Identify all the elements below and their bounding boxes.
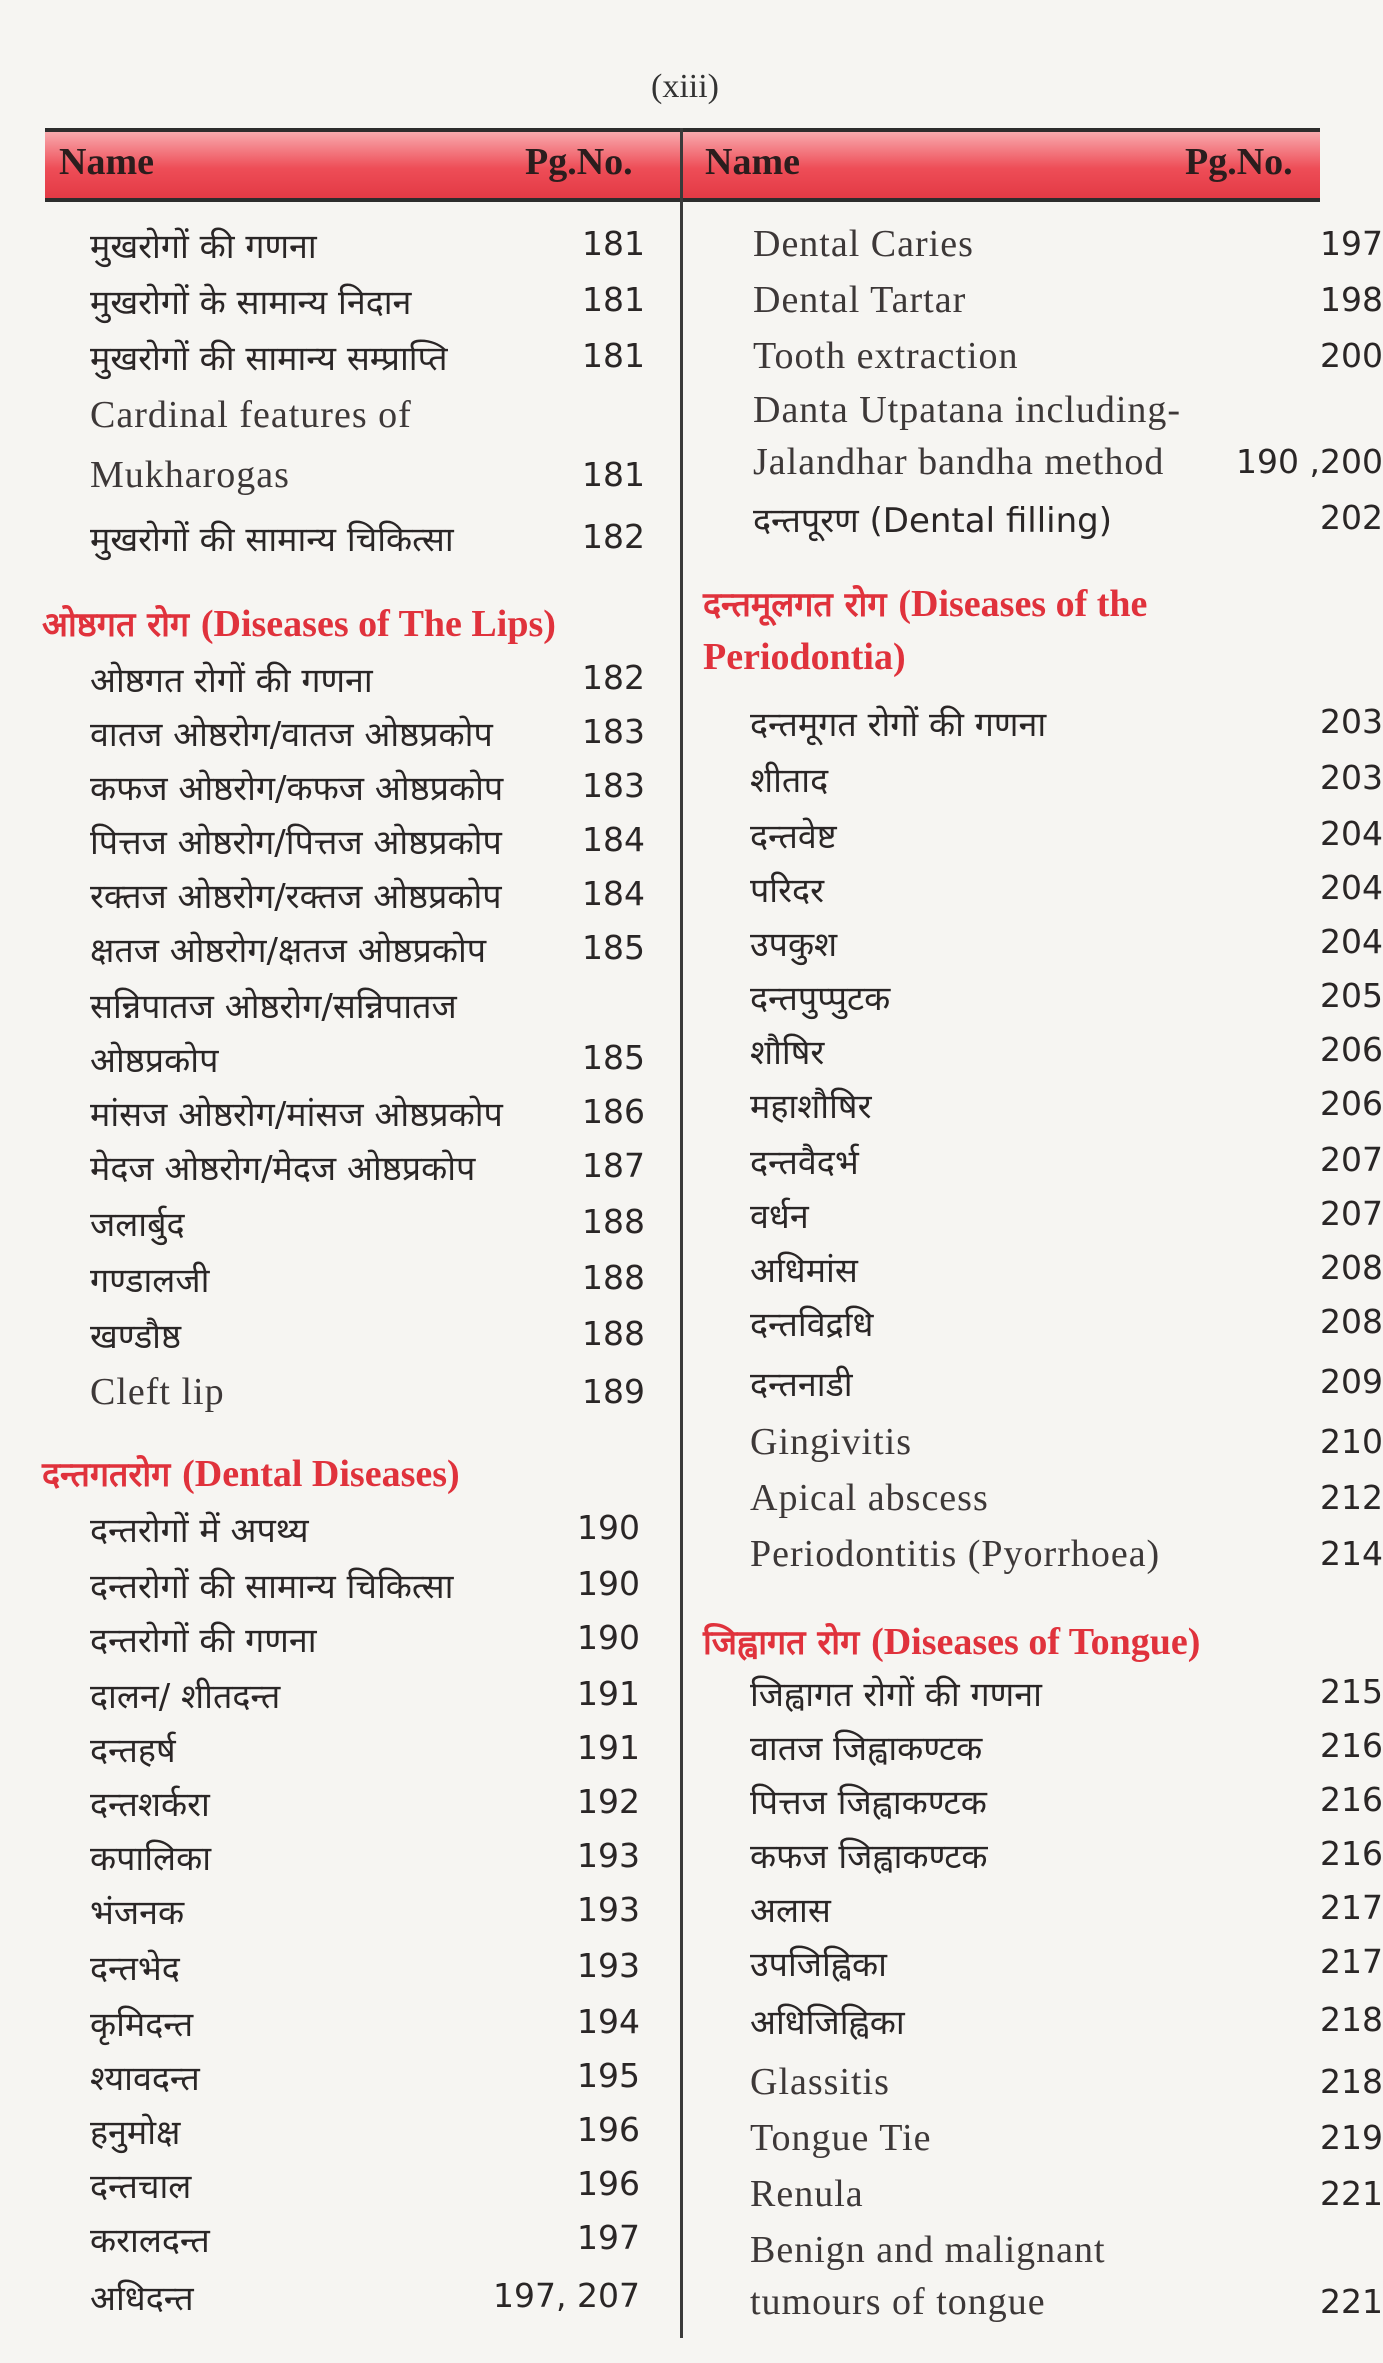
section-heading-tongue <box>703 1618 1200 1664</box>
entry-title: Mukharogas <box>90 454 290 496</box>
entry-title: Cardinal features of <box>90 394 412 436</box>
entry-page: 195 <box>577 2056 640 2095</box>
entry-page: 203 <box>1320 758 1383 797</box>
entry-title: दन्तपुप्पुटक <box>750 979 891 1019</box>
toc-entry <box>90 1506 640 1558</box>
entry-page: 188 <box>582 1258 645 1297</box>
entry-title: मुखरोगों के सामान्य निदान <box>90 283 412 323</box>
entry-title: वातज जिह्वाकण्टक <box>750 1729 983 1769</box>
toc-entry <box>750 1532 1383 1584</box>
entry-title: गण्डालजी <box>90 1261 210 1301</box>
header-name-left: Name <box>59 141 154 183</box>
entry-page: 214 <box>1320 1534 1383 1573</box>
entry-page: 212 <box>1320 1478 1383 1517</box>
page-number: (xiii) <box>651 68 719 105</box>
toc-entry <box>90 1726 640 1778</box>
toc-entry <box>90 515 645 567</box>
entry-page: 198 <box>1320 280 1383 319</box>
entry-page: 193 <box>577 1836 640 1875</box>
entry-page: 182 <box>582 658 645 697</box>
toc-entry <box>90 2274 640 2326</box>
toc-entry <box>90 1944 640 1996</box>
entry-page: 184 <box>582 874 645 913</box>
toc-entry <box>90 2216 640 2268</box>
toc-entry <box>750 2228 1383 2280</box>
entry-title: शीताद <box>750 761 829 801</box>
entry-title: भंजनक <box>90 1893 185 1933</box>
entry-title: हनुमोक्ष <box>90 2113 181 2153</box>
entry-page: 204 <box>1320 814 1383 853</box>
toc-entry <box>90 1036 645 1088</box>
entry-title: दन्तपूरण (Dental filling) <box>753 501 1112 541</box>
entry-title: Cleft lip <box>90 1371 225 1413</box>
toc-entry <box>90 764 645 816</box>
section-heading-periodontia-continued: Periodontia) <box>703 636 906 678</box>
entry-title: दन्तमूगत रोगों की गणना <box>750 705 1047 745</box>
entry-title: कफज ओष्ठरोग/कफज ओष्ठप्रकोप <box>90 769 504 809</box>
entry-page: 217 <box>1320 1942 1383 1981</box>
entry-title: कफज जिह्वाकण्टक <box>750 1837 988 1877</box>
toc-entry <box>750 1420 1383 1472</box>
toc-entry <box>753 388 1383 440</box>
entry-title: दन्तरोगों की सामान्य चिकित्सा <box>90 1567 454 1607</box>
entry-page: 217 <box>1320 1888 1383 1927</box>
toc-entry <box>90 872 645 924</box>
toc-entry <box>90 1312 645 1364</box>
toc-entry <box>90 982 645 1034</box>
entry-title: वातज ओष्ठरोग/वातज ओष्ठप्रकोप <box>90 715 493 755</box>
entry-title: जलार्बुद <box>90 1205 185 1245</box>
toc-entry <box>753 222 1383 274</box>
toc-entry <box>90 278 645 330</box>
toc-entry <box>750 1476 1383 1528</box>
entry-title: अधिदन्त <box>90 2279 194 2319</box>
toc-entry <box>750 1724 1383 1776</box>
toc-entry <box>90 2000 640 2052</box>
entry-title: दन्तविद्रधि <box>750 1305 874 1345</box>
entry-page: 190 <box>577 1508 640 1547</box>
entry-title: Dental Tartar <box>753 279 967 321</box>
entry-title: मेदज ओष्ठरोग/मेदज ओष्ठप्रकोप <box>90 1149 476 1189</box>
entry-page: 204 <box>1320 922 1383 961</box>
entry-page: 206 <box>1320 1030 1383 1069</box>
entry-page: 215 <box>1320 1672 1383 1711</box>
toc-entry <box>750 1832 1383 1884</box>
toc-entry <box>750 2116 1383 2168</box>
toc-entry <box>750 1670 1383 1722</box>
entry-title: पित्तज ओष्ठरोग/पित्तज ओष्ठप्रकोप <box>90 823 502 863</box>
toc-entry <box>90 1370 645 1422</box>
entry-page: 188 <box>582 1202 645 1241</box>
entry-page: 188 <box>582 1314 645 1353</box>
entry-page: 203 <box>1320 702 1383 741</box>
entry-page: 190 <box>577 1564 640 1603</box>
entry-title: दन्तभेद <box>90 1949 180 1989</box>
entry-page: 197 <box>577 2218 640 2257</box>
entry-title: रक्तज ओष्ठरोग/रक्तज ओष्ठप्रकोप <box>90 877 502 917</box>
entry-title: दन्तचाल <box>90 2167 192 2207</box>
toc-entry <box>750 700 1383 752</box>
toc-entry <box>750 1082 1383 1134</box>
toc-entry <box>90 710 645 762</box>
entry-title: ओष्ठप्रकोप <box>90 1041 219 1081</box>
entry-page: 193 <box>577 1890 640 1929</box>
toc-entry <box>90 453 645 505</box>
entry-page: 218 <box>1320 2062 1383 2101</box>
entry-page: 216 <box>1320 1726 1383 1765</box>
entry-title: Glassitis <box>750 2061 890 2103</box>
entry-title: उपकुश <box>750 925 838 965</box>
entry-page: 181 <box>582 336 645 375</box>
section-title-hindi: ओष्ठगत रोग <box>42 605 201 645</box>
toc-entry <box>750 920 1383 972</box>
entry-title: वर्धन <box>750 1197 809 1237</box>
entry-page: 216 <box>1320 1834 1383 1873</box>
section-title-english: (Diseases of the <box>898 583 1148 625</box>
header-page-left: Pg.No. <box>525 141 633 183</box>
entry-title: दन्तनाडी <box>750 1365 853 1405</box>
entry-title: Renula <box>750 2173 864 2215</box>
entry-page: 190 ,200 <box>1236 442 1383 481</box>
column-divider <box>680 128 683 2338</box>
entry-page: 209 <box>1320 1362 1383 1401</box>
entry-page: 181 <box>582 280 645 319</box>
entry-title: सन्निपातज ओष्ठरोग/सन्निपातज <box>90 987 457 1027</box>
entry-title: मुखरोगों की सामान्य चिकित्सा <box>90 520 454 560</box>
toc-entry <box>750 1940 1383 1992</box>
entry-page: 196 <box>577 2110 640 2149</box>
toc-entry <box>90 1672 640 1724</box>
toc-entry <box>753 278 1383 330</box>
entry-page: 196 <box>577 2164 640 2203</box>
toc-entry <box>90 2054 640 2106</box>
toc-entry <box>750 866 1383 918</box>
entry-title: मुखरोगों की सामान्य सम्प्राप्ति <box>90 339 448 379</box>
entry-title: अधिजिह्विका <box>750 2003 905 2043</box>
header-page-right: Pg.No. <box>1185 141 1293 183</box>
entry-page: 207 <box>1320 1194 1383 1233</box>
entry-page: 208 <box>1320 1302 1383 1341</box>
toc-entry <box>750 1246 1383 1298</box>
entry-page: 181 <box>582 224 645 263</box>
entry-page: 208 <box>1320 1248 1383 1287</box>
toc-entry <box>90 1834 640 1886</box>
entry-title: खण्डौष्ठ <box>90 1317 181 1357</box>
entry-title: उपजिह्विका <box>750 1945 887 1985</box>
toc-entry <box>753 440 1383 492</box>
entry-page: 191 <box>577 1728 640 1767</box>
entry-title: पित्तज जिह्वाकण्टक <box>750 1783 987 1823</box>
toc-entry <box>90 656 645 708</box>
toc-entry <box>750 2280 1383 2332</box>
toc-entry <box>753 334 1383 386</box>
toc-entry <box>90 1200 645 1252</box>
section-title-english: (Dental Diseases) <box>182 1453 460 1495</box>
toc-entry <box>90 1780 640 1832</box>
entry-page: 187 <box>582 1146 645 1185</box>
entry-page: 218 <box>1320 2000 1383 2039</box>
toc-entry <box>750 2060 1383 2112</box>
entry-title: दन्तरोगों की गणना <box>90 1621 317 1661</box>
section-heading-periodontia <box>703 580 1147 626</box>
toc-entry <box>750 1192 1383 1244</box>
toc-entry <box>90 393 645 445</box>
toc-entry <box>750 974 1383 1026</box>
entry-page: 206 <box>1320 1084 1383 1123</box>
entry-title: tumours of tongue <box>750 2281 1046 2323</box>
toc-entry <box>90 926 645 978</box>
entry-title: जिह्वागत रोगों की गणना <box>750 1675 1042 1715</box>
entry-page: 185 <box>582 1038 645 1077</box>
entry-title: Gingivitis <box>750 1421 913 1463</box>
entry-page: 205 <box>1320 976 1383 1015</box>
toc-entry <box>750 812 1383 864</box>
entry-page: 183 <box>582 712 645 751</box>
toc-entry <box>90 1090 645 1142</box>
section-title-english: (Diseases of Tongue) <box>871 1621 1201 1663</box>
section-heading-dental <box>42 1450 460 1496</box>
entry-title: मुखरोगों की गणना <box>90 227 317 267</box>
entry-page: 183 <box>582 766 645 805</box>
toc-entry <box>750 756 1383 808</box>
entry-page: 197 <box>1320 224 1383 263</box>
entry-page: 186 <box>582 1092 645 1131</box>
entry-title: दन्तशर्करा <box>90 1785 210 1825</box>
toc-entry <box>750 1886 1383 1938</box>
entry-title: दन्तरोगों में अपथ्य <box>90 1511 309 1551</box>
entry-page: 191 <box>577 1674 640 1713</box>
entry-title: श्यावदन्त <box>90 2059 200 2099</box>
entry-title: Periodontitis (Pyorrhoea) <box>750 1533 1161 1575</box>
entry-title: Tooth extraction <box>753 335 1019 377</box>
toc-entry <box>90 2162 640 2214</box>
entry-page: 182 <box>582 517 645 556</box>
section-title-english: (Diseases of The Lips) <box>200 603 556 645</box>
entry-title: अधिमांस <box>750 1251 858 1291</box>
entry-page: 221 <box>1320 2174 1383 2213</box>
toc-entry <box>90 2108 640 2160</box>
toc-entry <box>750 1138 1383 1190</box>
entry-title: परिदर <box>750 871 824 911</box>
entry-title: कपालिका <box>90 1839 212 1879</box>
toc-entry <box>90 1562 640 1614</box>
toc-entry <box>90 334 645 386</box>
toc-entry <box>90 1144 645 1196</box>
entry-title: अलास <box>750 1891 831 1931</box>
entry-title: Apical abscess <box>750 1477 989 1519</box>
entry-page: 210 <box>1320 1422 1383 1461</box>
entry-title: कृमिदन्त <box>90 2005 194 2045</box>
section-title-hindi: दन्तमूलगत रोग <box>703 585 899 625</box>
toc-entry <box>750 2172 1383 2224</box>
header-name-right: Name <box>705 141 800 183</box>
entry-title: Jalandhar bandha method <box>753 441 1165 483</box>
toc-entry <box>750 1360 1383 1412</box>
toc-entry <box>90 1256 645 1308</box>
toc-entry <box>750 1300 1383 1352</box>
entry-page: 192 <box>577 1782 640 1821</box>
entry-title: महाशौषिर <box>750 1087 872 1127</box>
entry-page: 221 <box>1320 2282 1383 2321</box>
toc-entry <box>753 496 1383 548</box>
entry-page: 219 <box>1320 2118 1383 2157</box>
entry-page: 190 <box>577 1618 640 1657</box>
entry-title: दन्तवैदर्भ <box>750 1143 859 1183</box>
toc-entry <box>750 1028 1383 1080</box>
entry-title: ओष्ठगत रोगों की गणना <box>90 661 373 701</box>
toc-entry <box>90 818 645 870</box>
entry-page: 181 <box>582 455 645 494</box>
entry-page: 204 <box>1320 868 1383 907</box>
entry-page: 185 <box>582 928 645 967</box>
section-heading-lips <box>42 600 556 646</box>
toc-entry <box>90 222 645 274</box>
entry-title: क्षतज ओष्ठरोग/क्षतज ओष्ठप्रकोप <box>90 931 487 971</box>
entry-page: 207 <box>1320 1140 1383 1179</box>
entry-page: 202 <box>1320 498 1383 537</box>
entry-title: Tongue Tie <box>750 2117 932 2159</box>
entry-page: 193 <box>577 1946 640 1985</box>
toc-entry <box>90 1616 640 1668</box>
section-title-hindi: जिह्वागत रोग <box>703 1623 872 1663</box>
entry-page: 194 <box>577 2002 640 2041</box>
entry-title: करालदन्त <box>90 2221 210 2261</box>
entry-title: दन्तहर्ष <box>90 1731 176 1771</box>
toc-entry <box>750 1778 1383 1830</box>
entry-title: Danta Utpatana including- <box>753 389 1182 431</box>
entry-title: शौषिर <box>750 1033 825 1073</box>
entry-title: दालन/ शीतदन्त <box>90 1677 281 1717</box>
entry-page: 189 <box>582 1372 645 1411</box>
entry-title: Dental Caries <box>753 223 974 265</box>
entry-title: Benign and malignant <box>750 2229 1106 2271</box>
entry-page: 216 <box>1320 1780 1383 1819</box>
entry-title: दन्तवेष्ट <box>750 817 837 857</box>
entry-page: 197, 207 <box>493 2276 640 2315</box>
entry-title: मांसज ओष्ठरोग/मांसज ओष्ठप्रकोप <box>90 1095 503 1135</box>
toc-entry <box>90 1888 640 1940</box>
entry-page: 184 <box>582 820 645 859</box>
section-title-hindi: दन्तगतरोग <box>42 1455 183 1495</box>
toc-entry <box>750 1998 1383 2050</box>
entry-page: 200 <box>1320 336 1383 375</box>
